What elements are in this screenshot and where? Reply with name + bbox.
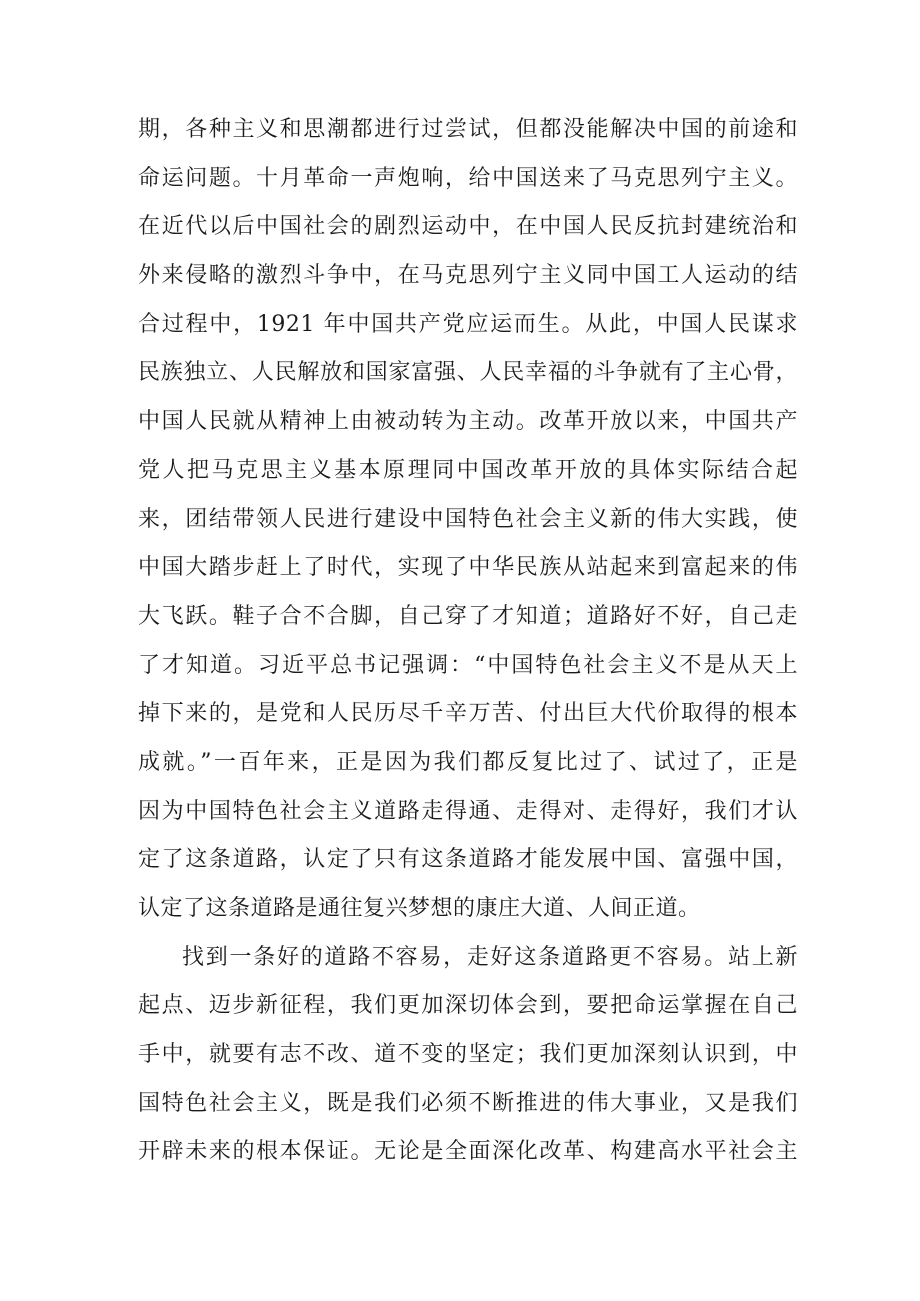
text-line: 大飞跃。鞋子合不合脚，自己穿了才知道；道路好不好，自己走	[138, 603, 798, 629]
text-line: 在近代以后中国社会的剧烈运动中，在中国人民反抗封建统治和	[138, 214, 798, 240]
text-line: 国特色社会主义，既是我们必须不断推进的伟大事业，又是我们	[138, 1090, 798, 1116]
text-line: 起点、迈步新征程，我们更加深切体会到，要把命运掌握在自己	[138, 993, 798, 1019]
text-line: 认定了这条道路是通往复兴梦想的康庄大道、人间正道。	[138, 896, 701, 921]
text-line: 党人把马克思主义基本原理同中国改革开放的具体实际结合起	[138, 457, 798, 483]
text-line: 掉下来的，是党和人民历尽千辛万苦、付出巨大代价取得的根本	[138, 701, 798, 727]
text-line: 定了这条道路，认定了只有这条道路才能发展中国、富强中国，	[138, 847, 798, 873]
text-line: 来，团结带领人民进行建设中国特色社会主义新的伟大实践，使	[138, 506, 798, 532]
text-line: 期，各种主义和思潮都进行过尝试，但都没能解决中国的前途和	[138, 117, 798, 142]
text-line: 因为中国特色社会主义道路走得通、走得对、走得好，我们才认	[138, 798, 798, 824]
text-line: 手中，就要有志不改、道不变的坚定；我们更加深刻认识到，中	[138, 1042, 798, 1068]
text-line: 命运问题。十月革命一声炮响，给中国送来了马克思列宁主义。	[138, 165, 798, 191]
text-line: 成就。”一百年来，正是因为我们都反复比过了、试过了，正是	[138, 749, 798, 775]
text-line-paragraph-start: 找到一条好的道路不容易，走好这条道路更不容易。站上新	[182, 944, 798, 970]
document-body	[138, 106, 798, 1177]
text-line: 开辟未来的根本保证。无论是全面深化改革、构建高水平社会主	[138, 1139, 798, 1165]
text-line: 外来侵略的激烈斗争中，在马克思列宁主义同中国工人运动的结	[138, 263, 798, 289]
text-line: 合过程中，1921 年中国共产党应运而生。从此，中国人民谋求	[138, 311, 798, 337]
text-line: 中国人民就从精神上由被动转为主动。改革开放以来，中国共产	[138, 409, 798, 435]
text-line: 民族独立、人民解放和国家富强、人民幸福的斗争就有了主心骨，	[138, 360, 798, 386]
text-line: 中国大踏步赶上了时代，实现了中华民族从站起来到富起来的伟	[138, 555, 798, 581]
text-line: 了才知道。习近平总书记强调：“中国特色社会主义不是从天上	[138, 652, 798, 678]
